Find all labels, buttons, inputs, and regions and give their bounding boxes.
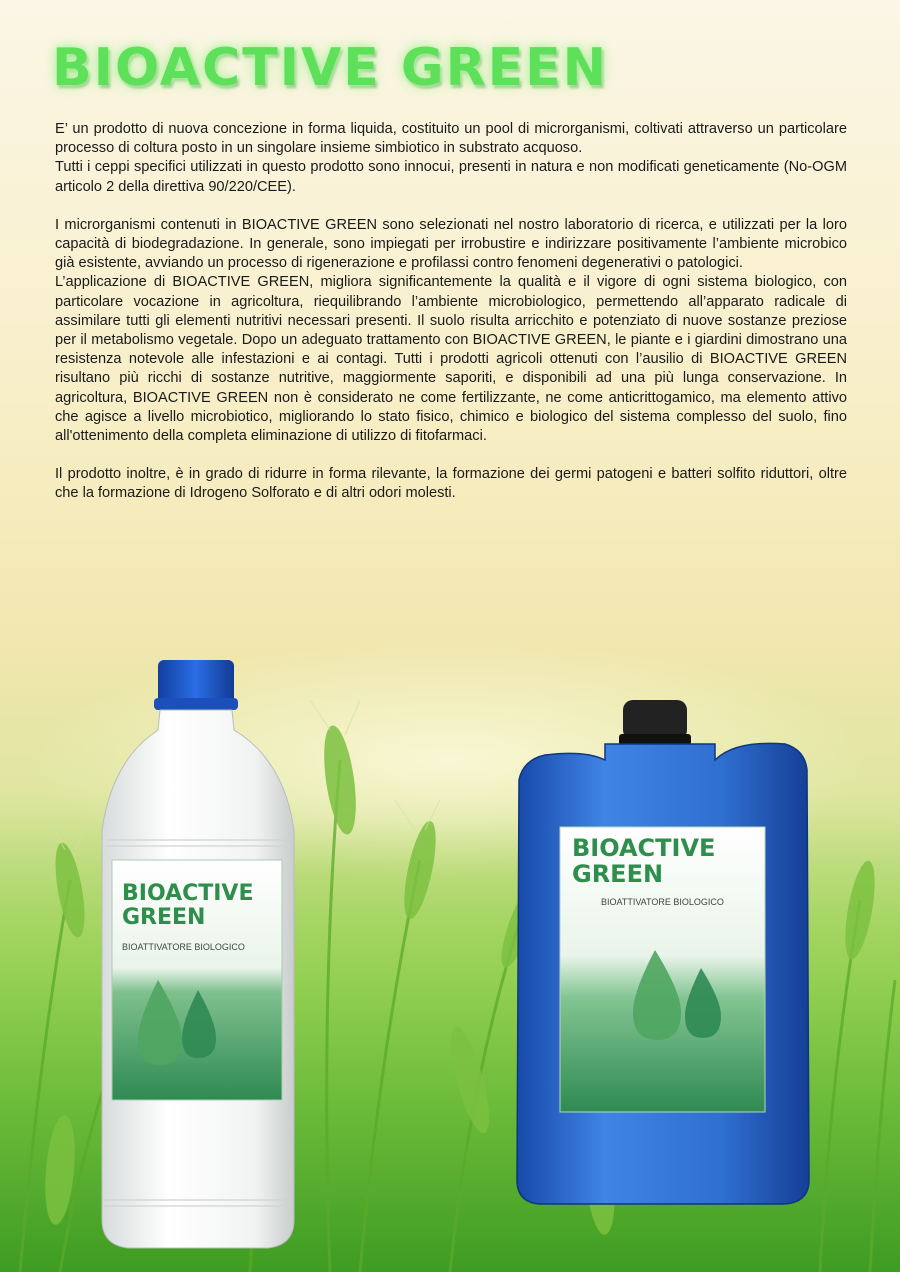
tank-label-line1: BIOACTIVE xyxy=(572,834,716,862)
paragraph-application: L’applicazione di BIOACTIVE GREEN, migliora significantemente la qualità e il vigore di ogni sistema biologico, con particolare vocazione in agricoltura, riequilibrando l’ambiente microbiologico, permettendo all’apparato radicale di assimilare tutti gli elementi nutritivi necessari presenti. Il suolo risulta arricchito e potenziato di nuove sostanze preziose per il metabolismo vegetale. Dopo un adeguato trattamento con BIOACTIVE GREEN, le piante e i giardini dimostrano una resistenza notevole alle infestazioni e ai contagi. Tutti i prodotti agricoli ottenuti con l’ausilio di BIOACTIVE GREEN risultano più ricchi di sostanze nutritive, maggiormente saporiti, e disponibili ad una più lunga conservazione. In agricoltura, BIOACTIVE GREEN non è considerato ne come fertilizzante, ne come anticrittogamico, ma elemento attivo che agisce a livello microbiotico, migliorando lo stato fisico, chimico e biologico del sistema complesso del suolo, fino all'ottenimento della completa eliminazione di utilizzo di fitofarmaci. xyxy=(55,274,847,445)
paragraph-strains: Tutti i ceppi specifici utilizzati in questo prodotto sono innocui, presenti in natura e non modificati geneticamente (No-OGM articolo 2 della direttiva 90/220/CEE). xyxy=(55,159,847,195)
bottle-label-line1: BIOACTIVE xyxy=(122,881,254,906)
description-text xyxy=(55,120,847,523)
tank-label-subtitle: BIOATTIVATORE BIOLOGICO xyxy=(601,897,724,907)
tank-product-image xyxy=(515,700,810,1205)
paragraph-microorganisms: I microrganismi contenuti in BIOACTIVE GREEN sono selezionati nel nostro laboratorio di ricerca, e utilizzati per la loro capacità di biodegradazione. In generale, sono impiegati per irrobustire e indirizzare positivamente l’ambiente microbico già esistente, avviando un processo di rigenerazione e profilassi contro fenomeni degenerativi o patologici. xyxy=(55,216,847,272)
bottle-label-line2: GREEN xyxy=(122,905,206,930)
paragraph-odors: Il prodotto inoltre, è in grado di ridurre in forma rilevante, la formazione dei germi patogeni e batteri solfito riduttori, oltre che la formazione di Idrogeno Solforato e di altri odori molesti. xyxy=(55,466,847,502)
paragraph-intro: E’ un prodotto di nuova concezione in forma liquida, costituito un pool di microrganismi, coltivati attraverso un particolare processo di coltura posto in un singolare insieme simbiotico in substrato acquoso. xyxy=(55,121,847,157)
tank-label-line2: GREEN xyxy=(572,860,664,888)
page-title: BIOACTIVE GREEN xyxy=(52,38,609,98)
bottle-product-image xyxy=(98,660,298,1250)
bottle-label-subtitle: BIOATTIVATORE BIOLOGICO xyxy=(122,942,245,952)
